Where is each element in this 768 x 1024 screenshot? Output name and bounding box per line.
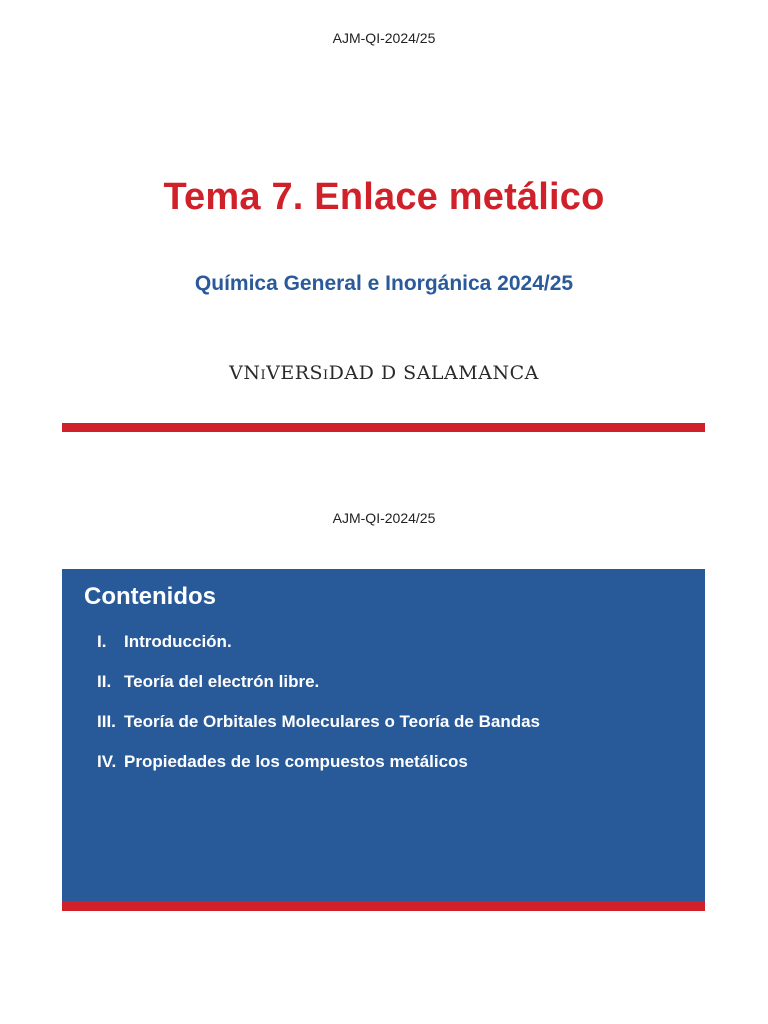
contents-bottom-bar	[62, 901, 705, 911]
list-item-number: I.	[97, 632, 107, 651]
contents-panel	[62, 569, 705, 901]
list-item	[97, 745, 683, 779]
contents-heading: Contenidos	[84, 583, 216, 610]
list-item-text: Teoría del electrón libre.	[124, 672, 320, 691]
list-item-number: IV.	[97, 752, 117, 771]
slide-title: Tema 7. Enlace metálico	[163, 176, 605, 218]
list-item	[97, 625, 683, 659]
course-code-header: AJM-QI-2024/25	[332, 30, 436, 46]
contents-list	[84, 625, 683, 779]
list-item-number: III.	[97, 712, 116, 731]
list-item-number: II.	[97, 672, 112, 691]
list-item-text: Propiedades de los compuestos metálicos	[124, 752, 468, 771]
list-item-text: Teoría de Orbitales Moleculares o Teoría de Bandas	[124, 712, 541, 731]
course-code-contents: AJM-QI-2024/25	[332, 510, 436, 526]
list-item-text: Introducción.	[124, 632, 232, 651]
title-divider-bar	[62, 423, 705, 432]
slide-subtitle: Química General e Inorgánica 2024/25	[194, 272, 574, 295]
list-item	[97, 665, 683, 699]
list-item	[97, 705, 683, 739]
university-logo-text: VNiVERSiDAD D SALAMANCA	[229, 362, 539, 384]
